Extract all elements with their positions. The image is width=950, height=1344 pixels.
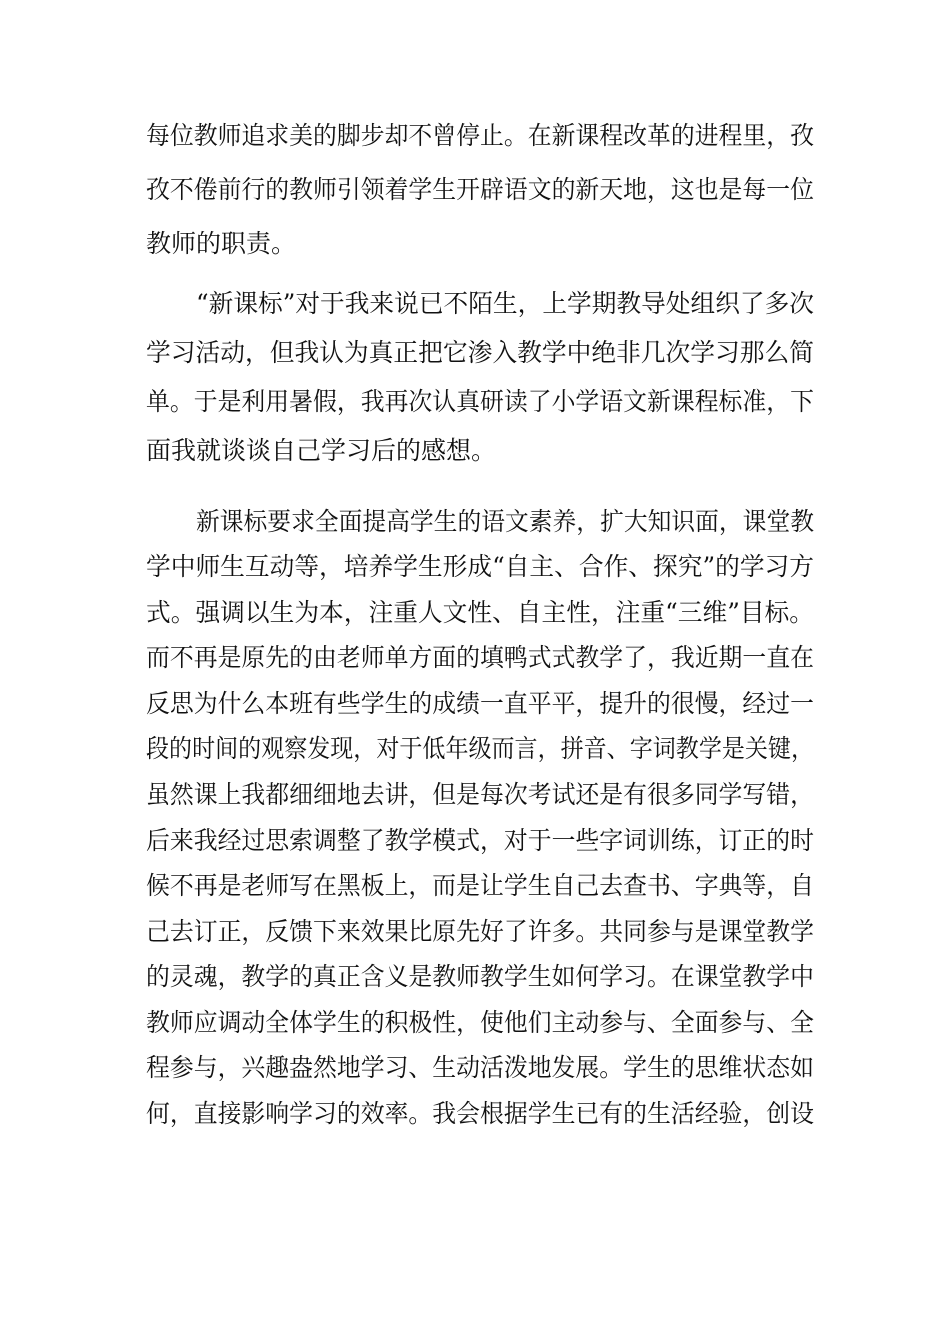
paragraph-line: 己去订正，反馈下来效果比原先好了许多。共同参与是课堂教学	[146, 917, 814, 946]
paragraph-line: “新课标”对于我来说已不陌生，上学期教导处组织了多次	[196, 289, 814, 318]
paragraph-line: 学中师生互动等，培养学生形成“自主、合作、探究”的学习方	[146, 552, 814, 581]
paragraph-line: 每位教师追求美的脚步却不曾停止。在新课程改革的进程里，孜	[146, 121, 814, 150]
paragraph-line: 的灵魂，教学的真正含义是教师教学生如何学习。在课堂教学中	[146, 962, 814, 991]
paragraph-line: 孜不倦前行的教师引领着学生开辟语文的新天地，这也是每一位	[146, 175, 814, 204]
paragraph-line: 教师的职责。	[146, 229, 297, 258]
paragraph-line: 后来我经过思索调整了教学模式，对于一些字词训练，订正的时	[146, 826, 814, 855]
paragraph-line: 虽然课上我都细细地去讲，但是每次考试还是有很多同学写错，	[146, 780, 814, 809]
paragraph-line: 程参与，兴趣盎然地学习、生动活泼地发展。学生的思维状态如	[146, 1053, 814, 1082]
paragraph-line: 反思为什么本班有些学生的成绩一直平平，提升的很慢，经过一	[146, 689, 814, 718]
paragraph-line: 面我就谈谈自己学习后的感想。	[146, 436, 497, 465]
paragraph-line	[146, 1144, 814, 1174]
paragraph-line: 何，直接影响学习的效率。我会根据学生已有的生活经验，创设	[146, 1099, 814, 1128]
paragraph-line: 候不再是老师写在黑板上，而是让学生自己去查书、字典等，自	[146, 871, 814, 900]
paragraph-line: 单。于是利用暑假，我再次认真研读了小学语文新课程标准，下	[146, 387, 814, 416]
paragraph-line: 新课标要求全面提高学生的语文素养，扩大知识面，课堂教	[196, 507, 814, 536]
paragraph-line: 段的时间的观察发现，对于低年级而言，拼音、字词教学是关键，	[146, 734, 814, 763]
paragraph-line: 学习活动，但我认为真正把它渗入教学中绝非几次学习那么简	[146, 338, 814, 367]
paragraph-line: 而不再是原先的由老师单方面的填鸭式式教学了，我近期一直在	[146, 643, 814, 672]
paragraph-line: 式。强调以生为本，注重人文性、自主性，注重“三维”目标。	[146, 598, 814, 627]
paragraph-line: 教师应调动全体学生的积极性，使他们主动参与、全面参与、全	[146, 1008, 814, 1037]
